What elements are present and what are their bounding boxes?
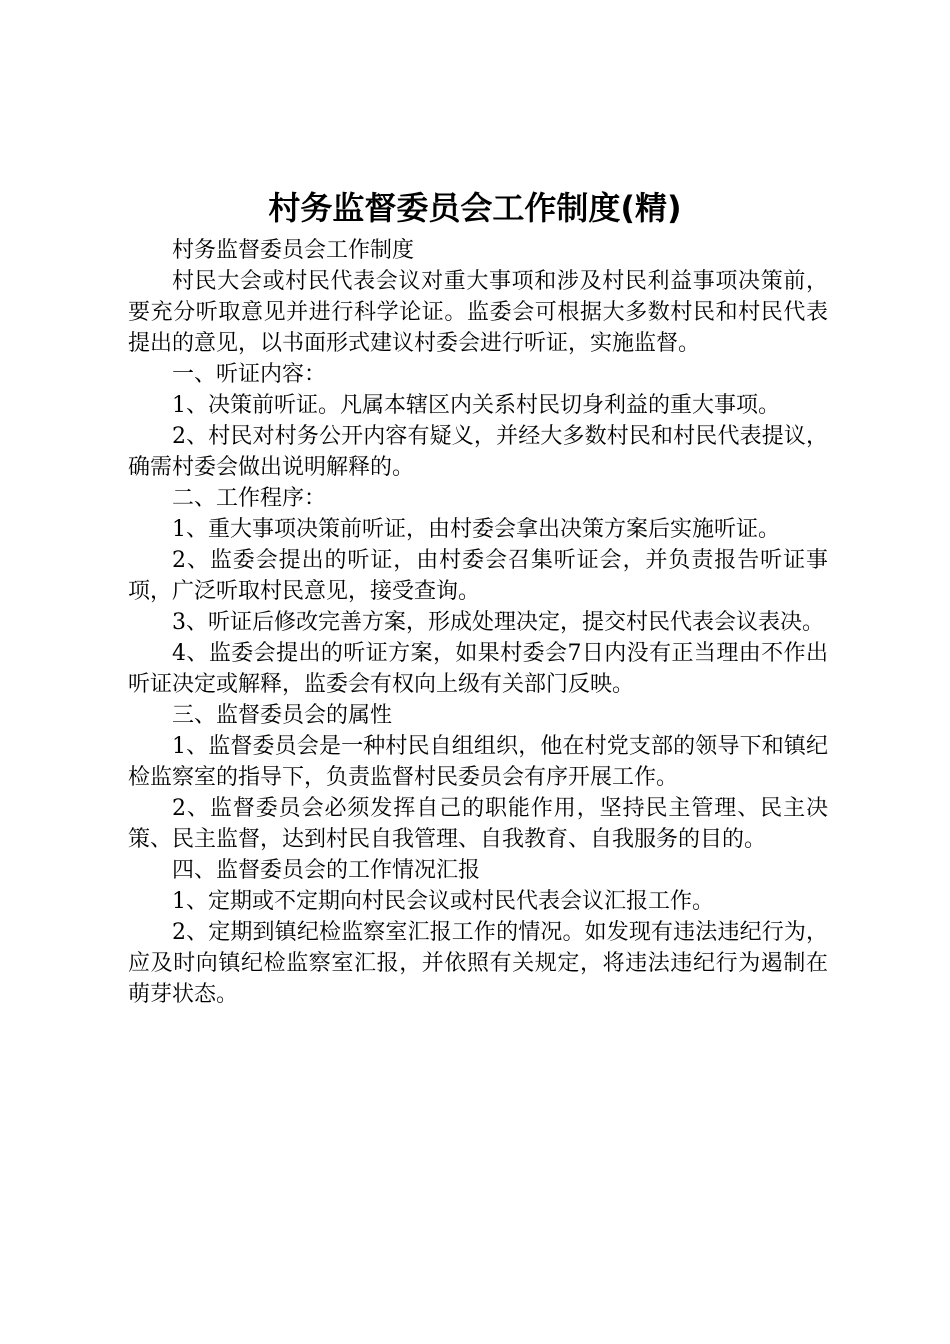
paragraph-hearing-item-1: 1、决策前听证。凡属本辖区内关系村民切身利益的重大事项。 (172, 393, 780, 418)
document-body (128, 235, 828, 1010)
paragraph-reporting-item-2: 2、定期到镇纪检监察室汇报工作的情况。如发现有违法违纪行为，应及时向镇纪检监察室汇报，并依照有关规定，将违法违纪行为遏制在萌芽状态。 (128, 920, 828, 1007)
section-heading-hearing-content: 一、听证内容： (172, 362, 327, 387)
section-heading-procedure: 二、工作程序： (172, 486, 327, 511)
document-subtitle: 村务监督委员会工作制度 (172, 238, 415, 263)
paragraph-procedure-item-4: 4、监委会提出的听证方案，如果村委会7日内没有正当理由不作出听证决定或解释，监委会有权向上级有关部门反映。 (128, 641, 828, 697)
paragraph-attributes-item-1: 1、监督委员会是一种村民自组组织，他在村党支部的领导下和镇纪检监察室的指导下，负责监督村民委员会有序开展工作。 (128, 734, 828, 790)
paragraph-reporting-item-1: 1、定期或不定期向村民会议或村民代表会议汇报工作。 (172, 889, 714, 914)
paragraph-procedure-item-1: 1、重大事项决策前听证，由村委会拿出决策方案后实施听证。 (172, 517, 780, 542)
paragraph-hearing-item-2: 2、村民对村务公开内容有疑义，并经大多数村民和村民代表提议，确需村委会做出说明解释的。 (128, 424, 828, 480)
intro-paragraph: 村民大会或村民代表会议对重大事项和涉及村民利益事项决策前，要充分听取意见并进行科学论证。监委会可根据大多数村民和村民代表提出的意见，以书面形式建议村委会进行听证，实施监督。 (128, 269, 828, 356)
document-title: 村务监督委员会工作制度(精) (268, 189, 682, 227)
section-heading-attributes: 三、监督委员会的属性 (172, 703, 393, 728)
paragraph-procedure-item-2: 2、监委会提出的听证，由村委会召集听证会，并负责报告听证事项，广泛听取村民意见，接受查询。 (128, 548, 828, 604)
paragraph-procedure-item-3: 3、听证后修改完善方案，形成处理决定，提交村民代表会议表决。 (172, 610, 824, 635)
paragraph-attributes-item-2: 2、监督委员会必须发挥自己的职能作用，坚持民主管理、民主决策、民主监督，达到村民自我管理、自我教育、自我服务的目的。 (128, 796, 828, 852)
section-heading-reporting: 四、监督委员会的工作情况汇报 (172, 858, 481, 883)
